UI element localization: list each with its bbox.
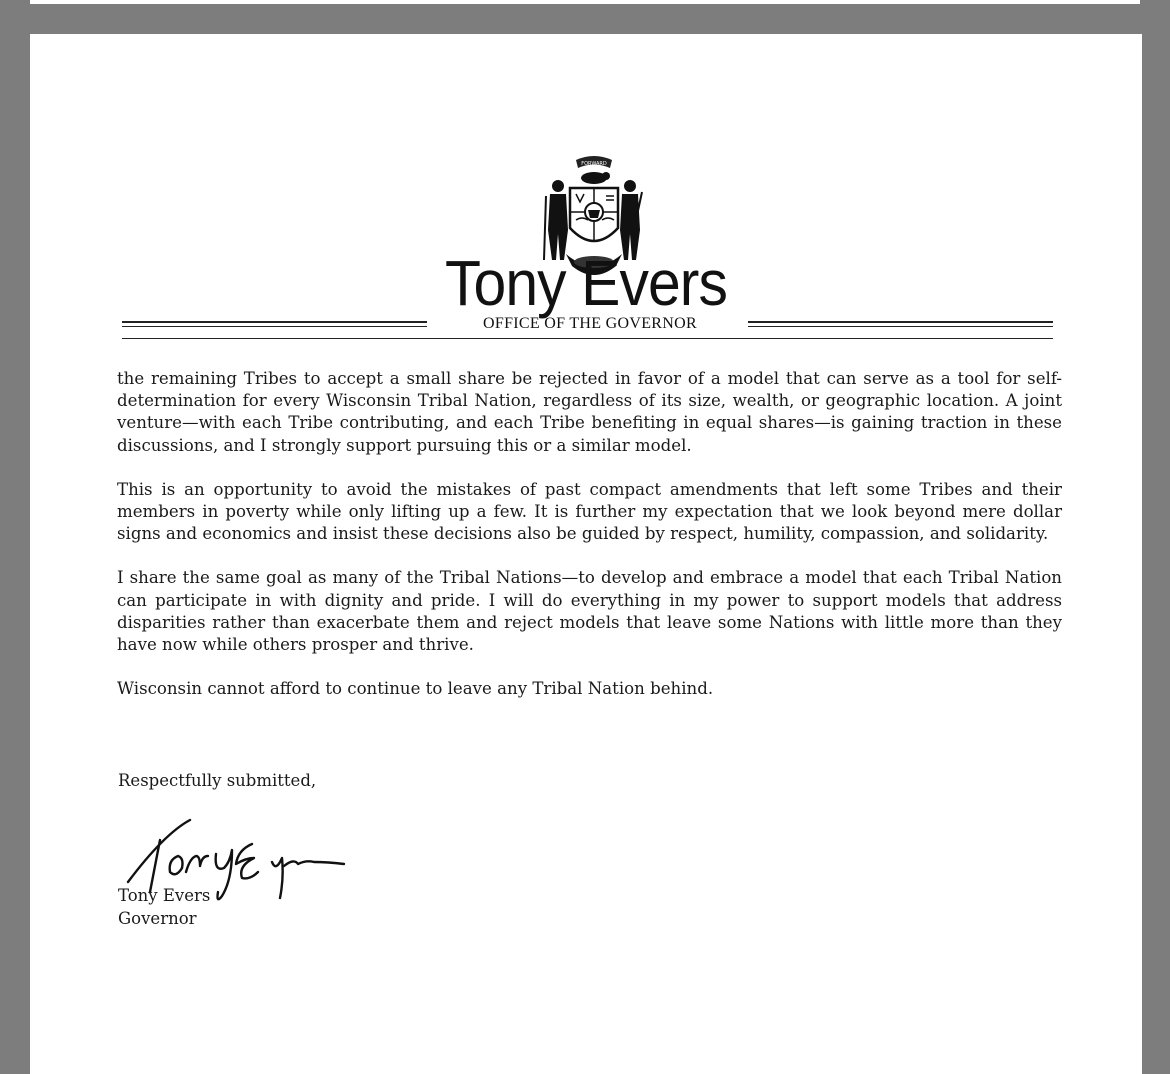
signer-title: Governor [118, 909, 197, 928]
letter-body [117, 368, 1062, 722]
letter-page [30, 34, 1142, 1074]
office-title: OFFICE OF THE GOVERNOR [483, 315, 697, 332]
valediction: Respectfully submitted, [118, 771, 317, 790]
signer-name: Tony Evers [118, 886, 211, 905]
previous-page-edge [30, 0, 1140, 4]
paragraph-4: Wisconsin cannot afford to continue to leave any Tribal Nation behind. [117, 679, 714, 699]
header-rule-left-top [122, 321, 427, 323]
header-rule-right-top [748, 321, 1053, 323]
letterhead-name: Tony Evers [444, 247, 728, 319]
paragraph-3: I share the same goal as many of the Tribal Nations—to develop and embrace a model that each Tribal Nation can participate in with dignity and pride. I will do everything in my power to support models that address disparities rather than exacerbate them and reject models that leave some Nations with little more than they have now while others prosper and thrive. [117, 568, 1062, 655]
paragraph-1: the remaining Tribes to accept a small share be rejected in favor of a model that can serve as a tool for self-determination for every Wisconsin Tribal Nation, regardless of its size, wealth, or geographic location. A joint venture—with each Tribe contributing, and each Tribe benefiting in equal shares—is gaining traction in these discussions, and I strongly support pursuing this or a similar model. [117, 369, 1062, 455]
paragraph-2: This is an opportunity to avoid the mistakes of past compact amendments that left some Tribes and their members in poverty while only lifting up a few. It is further my expectation that we look beyond mere dollar signs and economics and insist these decisions also be guided by respect, humility, compassion, and solidarity. [117, 479, 1062, 544]
seal-motto: FORWARD [581, 161, 607, 167]
header-rule-left-bottom [122, 326, 427, 327]
signer-block [118, 884, 210, 930]
header-rule-full [122, 338, 1053, 339]
header-rule-right-bottom [748, 326, 1053, 327]
